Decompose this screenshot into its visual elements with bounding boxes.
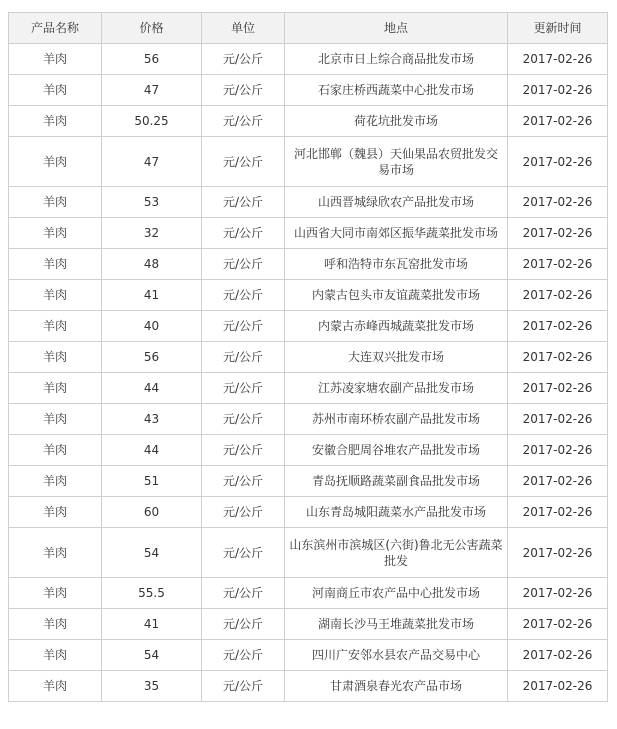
cell-update-time: 2017-02-26 bbox=[508, 435, 608, 466]
table-row bbox=[9, 106, 608, 137]
cell-unit: 元/公斤 bbox=[202, 466, 285, 497]
cell-update-time: 2017-02-26 bbox=[508, 404, 608, 435]
cell-price: 43 bbox=[102, 404, 202, 435]
cell-location: 山东青岛城阳蔬菜水产品批发市场 bbox=[285, 497, 508, 528]
cell-product-name: 羊肉 bbox=[9, 497, 102, 528]
cell-update-time: 2017-02-26 bbox=[508, 342, 608, 373]
cell-unit: 元/公斤 bbox=[202, 311, 285, 342]
cell-product-name: 羊肉 bbox=[9, 578, 102, 609]
cell-location: 苏州市南环桥农副产品批发市场 bbox=[285, 404, 508, 435]
cell-unit: 元/公斤 bbox=[202, 671, 285, 702]
cell-location: 北京市日上综合商品批发市场 bbox=[285, 44, 508, 75]
table-row bbox=[9, 342, 608, 373]
cell-price: 35 bbox=[102, 671, 202, 702]
table-row bbox=[9, 435, 608, 466]
table-row bbox=[9, 44, 608, 75]
cell-price: 54 bbox=[102, 528, 202, 578]
cell-product-name: 羊肉 bbox=[9, 187, 102, 218]
cell-location: 江苏凌家塘农副产品批发市场 bbox=[285, 373, 508, 404]
cell-product-name: 羊肉 bbox=[9, 137, 102, 187]
cell-product-name: 羊肉 bbox=[9, 249, 102, 280]
cell-unit: 元/公斤 bbox=[202, 435, 285, 466]
cell-price: 51 bbox=[102, 466, 202, 497]
cell-location: 山东滨州市滨城区(六街)鲁北无公害蔬菜批发 bbox=[285, 528, 508, 578]
cell-unit: 元/公斤 bbox=[202, 497, 285, 528]
cell-product-name: 羊肉 bbox=[9, 280, 102, 311]
cell-price: 47 bbox=[102, 75, 202, 106]
cell-location: 安徽合肥周谷堆农产品批发市场 bbox=[285, 435, 508, 466]
cell-product-name: 羊肉 bbox=[9, 466, 102, 497]
table-row bbox=[9, 671, 608, 702]
table-row bbox=[9, 373, 608, 404]
cell-update-time: 2017-02-26 bbox=[508, 44, 608, 75]
cell-update-time: 2017-02-26 bbox=[508, 187, 608, 218]
header-location: 地点 bbox=[285, 13, 508, 44]
table-row bbox=[9, 528, 608, 578]
cell-unit: 元/公斤 bbox=[202, 75, 285, 106]
cell-location: 内蒙古包头市友谊蔬菜批发市场 bbox=[285, 280, 508, 311]
header-price: 价格 bbox=[102, 13, 202, 44]
cell-update-time: 2017-02-26 bbox=[508, 671, 608, 702]
cell-product-name: 羊肉 bbox=[9, 373, 102, 404]
cell-location: 石家庄桥西蔬菜中心批发市场 bbox=[285, 75, 508, 106]
cell-location: 青岛抚顺路蔬菜副食品批发市场 bbox=[285, 466, 508, 497]
table-row bbox=[9, 609, 608, 640]
table-row bbox=[9, 466, 608, 497]
cell-price: 32 bbox=[102, 218, 202, 249]
cell-location: 内蒙古赤峰西城蔬菜批发市场 bbox=[285, 311, 508, 342]
cell-price: 44 bbox=[102, 435, 202, 466]
cell-product-name: 羊肉 bbox=[9, 528, 102, 578]
cell-unit: 元/公斤 bbox=[202, 342, 285, 373]
cell-update-time: 2017-02-26 bbox=[508, 218, 608, 249]
cell-location: 河北邯郸（魏县）天仙果品农贸批发交易市场 bbox=[285, 137, 508, 187]
table-row bbox=[9, 249, 608, 280]
cell-update-time: 2017-02-26 bbox=[508, 311, 608, 342]
cell-location: 呼和浩特市东瓦窑批发市场 bbox=[285, 249, 508, 280]
table-row bbox=[9, 137, 608, 187]
cell-price: 50.25 bbox=[102, 106, 202, 137]
table-row bbox=[9, 640, 608, 671]
cell-unit: 元/公斤 bbox=[202, 609, 285, 640]
cell-update-time: 2017-02-26 bbox=[508, 528, 608, 578]
cell-unit: 元/公斤 bbox=[202, 528, 285, 578]
header-unit: 单位 bbox=[202, 13, 285, 44]
cell-update-time: 2017-02-26 bbox=[508, 640, 608, 671]
cell-unit: 元/公斤 bbox=[202, 218, 285, 249]
cell-product-name: 羊肉 bbox=[9, 404, 102, 435]
cell-location: 山西省大同市南郊区振华蔬菜批发市场 bbox=[285, 218, 508, 249]
cell-product-name: 羊肉 bbox=[9, 640, 102, 671]
cell-product-name: 羊肉 bbox=[9, 44, 102, 75]
cell-location: 大连双兴批发市场 bbox=[285, 342, 508, 373]
header-row bbox=[9, 13, 608, 44]
cell-price: 47 bbox=[102, 137, 202, 187]
cell-price: 40 bbox=[102, 311, 202, 342]
cell-location: 四川广安邻水县农产品交易中心 bbox=[285, 640, 508, 671]
cell-location: 山西晋城绿欣农产品批发市场 bbox=[285, 187, 508, 218]
cell-product-name: 羊肉 bbox=[9, 609, 102, 640]
table-row bbox=[9, 218, 608, 249]
table-row bbox=[9, 578, 608, 609]
cell-location: 甘肃酒泉春光农产品市场 bbox=[285, 671, 508, 702]
cell-product-name: 羊肉 bbox=[9, 342, 102, 373]
table-row bbox=[9, 311, 608, 342]
cell-location: 湖南长沙马王堆蔬菜批发市场 bbox=[285, 609, 508, 640]
cell-unit: 元/公斤 bbox=[202, 137, 285, 187]
cell-product-name: 羊肉 bbox=[9, 311, 102, 342]
cell-price: 41 bbox=[102, 609, 202, 640]
table-row bbox=[9, 404, 608, 435]
cell-unit: 元/公斤 bbox=[202, 187, 285, 218]
cell-product-name: 羊肉 bbox=[9, 75, 102, 106]
cell-update-time: 2017-02-26 bbox=[508, 249, 608, 280]
table-row bbox=[9, 280, 608, 311]
table-row bbox=[9, 187, 608, 218]
cell-price: 60 bbox=[102, 497, 202, 528]
cell-product-name: 羊肉 bbox=[9, 218, 102, 249]
cell-unit: 元/公斤 bbox=[202, 373, 285, 404]
cell-price: 44 bbox=[102, 373, 202, 404]
cell-unit: 元/公斤 bbox=[202, 640, 285, 671]
cell-price: 53 bbox=[102, 187, 202, 218]
table-row bbox=[9, 497, 608, 528]
cell-price: 56 bbox=[102, 44, 202, 75]
cell-location: 河南商丘市农产品中心批发市场 bbox=[285, 578, 508, 609]
cell-location: 荷花坑批发市场 bbox=[285, 106, 508, 137]
cell-price: 54 bbox=[102, 640, 202, 671]
cell-product-name: 羊肉 bbox=[9, 671, 102, 702]
table-header bbox=[9, 13, 608, 44]
header-product-name: 产品名称 bbox=[9, 13, 102, 44]
cell-unit: 元/公斤 bbox=[202, 578, 285, 609]
cell-price: 56 bbox=[102, 342, 202, 373]
cell-unit: 元/公斤 bbox=[202, 106, 285, 137]
cell-update-time: 2017-02-26 bbox=[508, 106, 608, 137]
header-update-time: 更新时间 bbox=[508, 13, 608, 44]
cell-price: 41 bbox=[102, 280, 202, 311]
cell-update-time: 2017-02-26 bbox=[508, 75, 608, 106]
cell-unit: 元/公斤 bbox=[202, 249, 285, 280]
cell-unit: 元/公斤 bbox=[202, 44, 285, 75]
cell-update-time: 2017-02-26 bbox=[508, 373, 608, 404]
cell-update-time: 2017-02-26 bbox=[508, 280, 608, 311]
cell-update-time: 2017-02-26 bbox=[508, 466, 608, 497]
cell-update-time: 2017-02-26 bbox=[508, 137, 608, 187]
cell-product-name: 羊肉 bbox=[9, 106, 102, 137]
cell-unit: 元/公斤 bbox=[202, 280, 285, 311]
price-table bbox=[8, 12, 608, 702]
cell-price: 48 bbox=[102, 249, 202, 280]
cell-update-time: 2017-02-26 bbox=[508, 578, 608, 609]
table-body bbox=[9, 44, 608, 702]
table-row bbox=[9, 75, 608, 106]
cell-update-time: 2017-02-26 bbox=[508, 497, 608, 528]
cell-price: 55.5 bbox=[102, 578, 202, 609]
cell-unit: 元/公斤 bbox=[202, 404, 285, 435]
cell-product-name: 羊肉 bbox=[9, 435, 102, 466]
cell-update-time: 2017-02-26 bbox=[508, 609, 608, 640]
